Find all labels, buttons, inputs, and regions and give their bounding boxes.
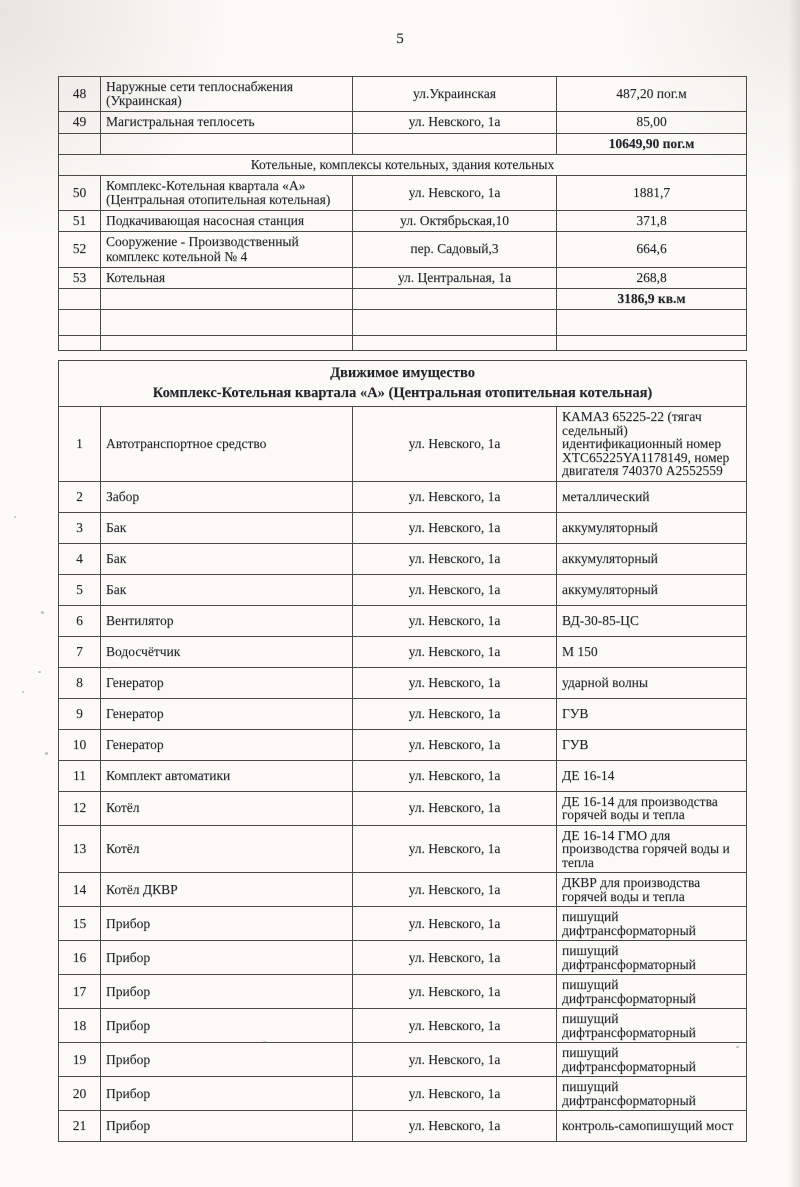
characteristic-cell: ГУВ [557, 729, 747, 760]
table-row [59, 267, 747, 288]
table-row [59, 729, 747, 760]
scan-speck [22, 691, 24, 693]
movable-section-subtitle: Комплекс-Котельная квартала «А» (Центральная отопительная котельная) [152, 384, 653, 401]
table-row [59, 512, 747, 543]
address-cell: ул. Невского, 1а [353, 791, 557, 825]
table-row [59, 175, 747, 210]
row-number-cell: 48 [59, 77, 101, 112]
characteristic-cell: пишущий дифтрансформаторный [557, 941, 747, 975]
total-value-cell: 10649,90 пог.м [557, 133, 747, 154]
characteristic-cell: пишущий дифтрансформаторный [557, 1043, 747, 1077]
object-name-cell: Прибор [101, 1043, 353, 1077]
characteristic-cell: ГУВ [557, 698, 747, 729]
address-cell: ул. Невского, 1а [353, 1043, 557, 1077]
total-row [59, 288, 747, 309]
empty-cell [101, 310, 353, 336]
row-number-cell: 49 [59, 112, 101, 133]
address-cell: ул. Октябрьская,10 [353, 211, 557, 232]
object-name-cell: Котельная [101, 267, 353, 288]
row-number-cell: 50 [59, 175, 101, 210]
table-row [59, 543, 747, 574]
object-name-cell: Автотранспортное средство [101, 407, 353, 482]
characteristic-cell: ДЕ 16-14 для производства горячей воды и тепла [557, 791, 747, 825]
characteristic-cell: пишущий дифтрансформаторный [557, 1009, 747, 1043]
address-cell: ул. Невского, 1а [353, 175, 557, 210]
row-number-cell: 52 [59, 232, 101, 267]
address-cell: ул. Невского, 1а [353, 667, 557, 698]
characteristic-cell: аккумуляторный [557, 574, 747, 605]
row-number-cell: 6 [59, 605, 101, 636]
object-name-cell: Прибор [101, 1111, 353, 1142]
section-header-cell: Котельные, комплексы котельных, здания котельных [59, 154, 747, 175]
object-name-cell: Котёл [101, 825, 353, 873]
table-row [59, 873, 747, 907]
row-number-cell: 7 [59, 636, 101, 667]
empty-cell [101, 133, 353, 154]
empty-cell [353, 133, 557, 154]
object-name-cell: Бак [101, 543, 353, 574]
empty-row [59, 310, 747, 336]
total-row [59, 133, 747, 154]
row-number-cell: 15 [59, 907, 101, 941]
empty-cell [557, 336, 747, 351]
address-cell: ул. Невского, 1а [353, 760, 557, 791]
address-cell: ул. Невского, 1а [353, 543, 557, 574]
scan-speck [263, 1041, 266, 1043]
row-number-cell: 1 [59, 407, 101, 482]
object-name-cell: Магистральная теплосеть [101, 112, 353, 133]
address-cell: ул. Невского, 1а [353, 825, 557, 873]
characteristic-cell: пишущий дифтрансформаторный [557, 1077, 747, 1111]
row-number-cell: 16 [59, 941, 101, 975]
row-number-cell: 21 [59, 1111, 101, 1142]
row-number-cell: 9 [59, 698, 101, 729]
scan-speck [14, 516, 16, 518]
characteristic-cell: КАМАЗ 65225-22 (тягач седельный) идентификационный номер XTC65225YA1178149, номер двигателя 740370 А2552559 [557, 407, 747, 482]
row-number-cell: 5 [59, 574, 101, 605]
object-name-cell: Комплект автоматики [101, 760, 353, 791]
object-name-cell: Генератор [101, 698, 353, 729]
page-number: 5 [396, 31, 404, 47]
scan-speck [736, 1046, 739, 1048]
empty-cell [353, 288, 557, 309]
characteristic-cell: пишущий дифтрансформаторный [557, 975, 747, 1009]
scan-speck [108, 667, 110, 669]
object-name-cell: Сооружение - Производственный комплекс котельной № 4 [101, 232, 353, 267]
row-number-cell: 3 [59, 512, 101, 543]
table-row [59, 407, 747, 482]
empty-cell [59, 288, 101, 309]
characteristic-cell: 268,8 [557, 267, 747, 288]
table-row [59, 112, 747, 133]
scan-speck [41, 611, 44, 614]
object-name-cell: Прибор [101, 907, 353, 941]
characteristic-cell: аккумуляторный [557, 512, 747, 543]
table-row [59, 574, 747, 605]
object-name-cell: Котёл [101, 791, 353, 825]
characteristic-cell: ВД-30-85-ЦС [557, 605, 747, 636]
movable-section-header-row [59, 361, 747, 407]
scan-speck [38, 671, 41, 673]
row-number-cell: 17 [59, 975, 101, 1009]
row-number-cell: 8 [59, 667, 101, 698]
object-name-cell: Прибор [101, 1077, 353, 1111]
object-name-cell: Бак [101, 574, 353, 605]
table-row [59, 941, 747, 975]
object-name-cell: Бак [101, 512, 353, 543]
address-cell: ул. Невского, 1а [353, 729, 557, 760]
address-cell: ул. Невского, 1а [353, 574, 557, 605]
address-cell: ул. Невского, 1а [353, 975, 557, 1009]
empty-cell [353, 336, 557, 351]
empty-cell [59, 310, 101, 336]
address-cell: ул. Невского, 1а [353, 407, 557, 482]
empty-cell [59, 133, 101, 154]
characteristic-cell: контроль-самопишущий мост [557, 1111, 747, 1142]
table-row [59, 1111, 747, 1142]
row-number-cell: 51 [59, 211, 101, 232]
row-number-cell: 12 [59, 791, 101, 825]
row-number-cell: 13 [59, 825, 101, 873]
table-row [59, 760, 747, 791]
characteristic-cell: 1881,7 [557, 175, 747, 210]
characteristic-cell: аккумуляторный [557, 543, 747, 574]
table-row [59, 1077, 747, 1111]
row-number-cell: 2 [59, 481, 101, 512]
row-number-cell: 18 [59, 1009, 101, 1043]
table-row [59, 77, 747, 112]
empty-row [59, 336, 747, 351]
characteristic-cell: ударной волны [557, 667, 747, 698]
object-name-cell: Котёл ДКВР [101, 873, 353, 907]
movable-section-title: Движимое имущество [330, 365, 475, 382]
empty-cell [101, 336, 353, 351]
table-row [59, 907, 747, 941]
empty-cell [557, 310, 747, 336]
movable-section-header-cell [59, 361, 747, 407]
row-number-cell: 19 [59, 1043, 101, 1077]
object-name-cell: Наружные сети теплоснабжения (Украинская) [101, 77, 353, 112]
table-row [59, 211, 747, 232]
characteristic-cell: ДЕ 16-14 ГМО для производства горячей воды и тепла [557, 825, 747, 873]
address-cell: ул. Невского, 1а [353, 1111, 557, 1142]
table-row [59, 667, 747, 698]
table-row [59, 1009, 747, 1043]
characteristic-cell: М 150 [557, 636, 747, 667]
address-cell: ул.Украинская [353, 77, 557, 112]
empty-cell [101, 288, 353, 309]
address-cell: ул. Невского, 1а [353, 873, 557, 907]
address-cell: ул. Невского, 1а [353, 112, 557, 133]
address-cell: ул. Невского, 1а [353, 636, 557, 667]
row-number-cell: 14 [59, 873, 101, 907]
object-name-cell: Подкачивающая насосная станция [101, 211, 353, 232]
object-name-cell: Прибор [101, 1009, 353, 1043]
table-row [59, 1043, 747, 1077]
object-name-cell: Прибор [101, 975, 353, 1009]
object-name-cell: Прибор [101, 941, 353, 975]
object-name-cell: Генератор [101, 729, 353, 760]
section-header-row [59, 154, 747, 175]
characteristic-cell: 371,8 [557, 211, 747, 232]
address-cell: ул. Невского, 1а [353, 907, 557, 941]
address-cell: ул. Невского, 1а [353, 698, 557, 729]
table-row [59, 825, 747, 873]
object-name-cell: Генератор [101, 667, 353, 698]
table-row [59, 791, 747, 825]
row-number-cell: 10 [59, 729, 101, 760]
characteristic-cell: металлический [557, 481, 747, 512]
characteristic-cell: ДКВР для производства горячей воды и тепла [557, 873, 747, 907]
row-number-cell: 53 [59, 267, 101, 288]
address-cell: ул. Центральная, 1а [353, 267, 557, 288]
table-row [59, 232, 747, 267]
table-row [59, 605, 747, 636]
address-cell: ул. Невского, 1а [353, 1077, 557, 1111]
object-name-cell: Комплекс-Котельная квартала «А» (Центральная отопительная котельная) [101, 175, 353, 210]
characteristic-cell: 664,6 [557, 232, 747, 267]
table-row [59, 698, 747, 729]
total-value-cell: 3186,9 кв.м [557, 288, 747, 309]
row-number-cell: 4 [59, 543, 101, 574]
object-name-cell: Водосчётчик [101, 636, 353, 667]
movable-property-table [58, 360, 747, 1142]
empty-cell [353, 310, 557, 336]
row-number-cell: 20 [59, 1077, 101, 1111]
address-cell: ул. Невского, 1а [353, 1009, 557, 1043]
characteristic-cell: 487,20 пог.м [557, 77, 747, 112]
table-row [59, 975, 747, 1009]
object-name-cell: Забор [101, 481, 353, 512]
scan-speck [45, 752, 48, 755]
object-name-cell: Вентилятор [101, 605, 353, 636]
table-row [59, 481, 747, 512]
address-cell: ул. Невского, 1а [353, 481, 557, 512]
immovable-property-table [58, 76, 747, 351]
address-cell: пер. Садовый,3 [353, 232, 557, 267]
characteristic-cell: пишущий дифтрансформаторный [557, 907, 747, 941]
characteristic-cell: 85,00 [557, 112, 747, 133]
address-cell: ул. Невского, 1а [353, 941, 557, 975]
address-cell: ул. Невского, 1а [353, 605, 557, 636]
empty-cell [59, 336, 101, 351]
characteristic-cell: ДЕ 16-14 [557, 760, 747, 791]
table-row [59, 636, 747, 667]
row-number-cell: 11 [59, 760, 101, 791]
address-cell: ул. Невского, 1а [353, 512, 557, 543]
